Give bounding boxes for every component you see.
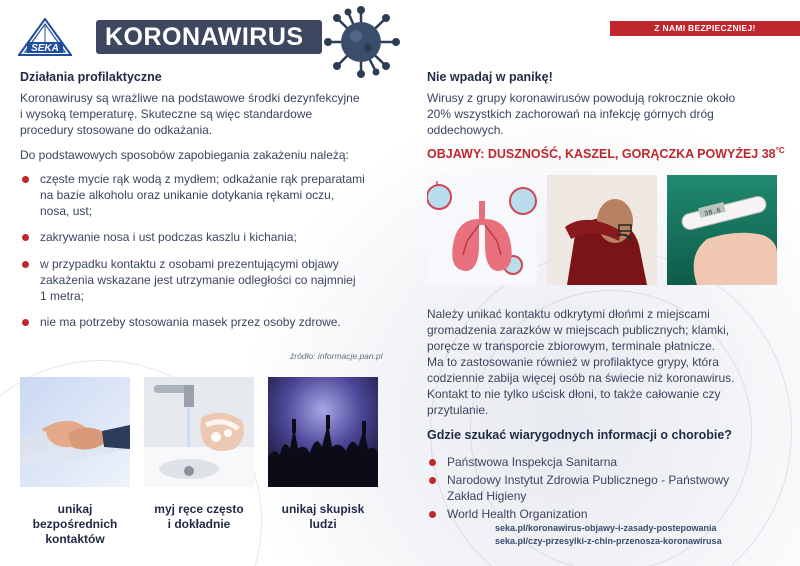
list-item-line: nosa, ust;	[40, 204, 93, 218]
coughing-man-photo	[547, 175, 657, 285]
bullet-dot-icon	[429, 459, 436, 466]
crowd-photo	[268, 377, 378, 487]
info-heading: Gdzie szukać wiarygodnych informacji o chorobie?	[427, 428, 732, 442]
paragraph-line: poręcze w transporcie zbiorowym, terminale płatnicze.	[427, 339, 716, 353]
panic-intro-line: oddechowych.	[427, 123, 504, 137]
bullet-dot-icon	[429, 511, 436, 518]
list-item	[20, 314, 365, 330]
prevention-intro-line: Koronawirusy są wrażliwe na podstawowe środki dezynfekcyjne	[20, 91, 360, 105]
list-item	[20, 171, 365, 219]
caption-line: kontaktów	[45, 532, 105, 546]
source-note: źródło: informacje.pan.pl	[290, 351, 383, 361]
list-item	[20, 229, 365, 245]
list-item	[20, 256, 365, 304]
bullet-dot-icon	[22, 234, 29, 241]
prevention-methods-intro: Do podstawowych sposobów zapobiegania zakażeniu należą:	[20, 148, 349, 162]
symptoms-text: OBJAWY: DUSZNOŚĆ, KASZEL, GORĄCZKA POWYŻEJ 38	[427, 147, 776, 162]
title-banner	[96, 20, 322, 54]
reference-links	[495, 522, 722, 548]
bullet-dot-icon	[22, 176, 29, 183]
list-item-line: na bazie alkoholu oraz unikanie dotykania rękami oczu,	[40, 188, 335, 202]
reference-link[interactable]: seka.pl/czy-przesylki-z-chin-przenosza-koronawirusa	[495, 536, 722, 546]
tip-caption-crowds	[268, 502, 378, 532]
symptoms-unit: °C	[775, 146, 785, 155]
tip-caption-contact	[20, 502, 130, 547]
thermometer-reading: 38.6	[703, 206, 722, 219]
handwashing-photo	[144, 377, 254, 487]
info-sources-list	[427, 454, 729, 522]
paragraph-line: Kontakt to nie tylko uścisk dłoni, to także całowanie czy	[427, 387, 721, 401]
list-item-line: częste mycie rąk wodą z mydłem; odkażanie rąk preparatami	[40, 172, 365, 186]
logo-text: SEKA	[31, 43, 59, 54]
list-item-line: Zakład Higieny	[447, 489, 527, 503]
prevention-list	[20, 171, 365, 330]
panic-heading: Nie wpadaj w panikę!	[427, 70, 553, 84]
prevention-heading: Działania profilaktyczne	[20, 70, 162, 84]
reference-link[interactable]: seka.pl/koronawirus-objawy-i-zasady-postepowania	[495, 523, 717, 533]
prevention-intro	[20, 90, 360, 138]
list-item-line: nie ma potrzeby stosowania masek przez osoby zdrowe.	[40, 315, 341, 329]
caption-line: unikaj skupisk	[281, 502, 365, 516]
list-item	[427, 472, 729, 504]
list-item	[427, 506, 729, 522]
bullet-dot-icon	[22, 319, 29, 326]
slogan-badge: Z NAMI BEZPIECZNIEJ!	[610, 21, 800, 36]
virus-icon	[318, 6, 404, 78]
caption-line: i dokładnie	[167, 517, 231, 531]
caption-line: myj ręce często	[154, 502, 244, 516]
tip-caption-handwashing	[144, 502, 254, 532]
hygiene-paragraph	[427, 306, 735, 418]
list-item-line: World Health Organization	[447, 507, 588, 521]
page-title: KORONAWIRUS	[105, 23, 304, 51]
caption-line: ludzi	[309, 517, 337, 531]
list-item-line: Państwowa Inspekcja Sanitarna	[447, 455, 618, 469]
caption-line: bezpośrednich	[32, 517, 118, 531]
bullet-dot-icon	[22, 261, 29, 268]
panic-intro	[427, 90, 735, 138]
panic-intro-line: Wirusy z grupy koronawirusów powodują rokrocznie około	[427, 91, 736, 105]
paragraph-line: gromadzenia zarazków w miejscach publicznych; klamki,	[427, 323, 730, 337]
seka-logo	[18, 18, 72, 56]
list-item-line: zakażenia wskazane jest utrzymanie odległości co najmniej	[40, 273, 356, 287]
prevention-intro-line: i wysoką temperaturę. Skuteczne są więc standardowe	[20, 107, 313, 121]
paragraph-line: codziennie zabija więcej osób na świecie niż koronawirus.	[427, 371, 735, 385]
bullet-dot-icon	[429, 477, 436, 484]
list-item-line: 1 metra;	[40, 289, 85, 303]
thermometer-photo	[667, 175, 777, 285]
list-item	[427, 454, 729, 470]
paragraph-line: Ma to zastosowanie również w profilaktyce grypy, która	[427, 355, 719, 369]
handshake-photo	[20, 377, 130, 487]
paragraph-line: Należy unikać kontaktu odkrytymi dłońmi z miejscami	[427, 307, 710, 321]
lungs-virus-illustration	[427, 175, 537, 285]
list-item-line: Narodowy Instytut Zdrowia Publicznego - Państwowy	[447, 473, 730, 487]
paragraph-line: przytulanie.	[427, 403, 489, 417]
symptoms-heading	[427, 146, 785, 161]
list-item-line: w przypadku kontaktu z osobami prezentującymi objawy	[40, 257, 339, 271]
caption-line: unikaj	[57, 502, 93, 516]
panic-intro-line: 20% wszystkich zachorowań na infekcję górnych dróg	[427, 107, 714, 121]
prevention-intro-line: procedury stosowane do odkażania.	[20, 123, 213, 137]
list-item-line: zakrywanie nosa i ust podczas kaszlu i kichania;	[40, 230, 297, 244]
